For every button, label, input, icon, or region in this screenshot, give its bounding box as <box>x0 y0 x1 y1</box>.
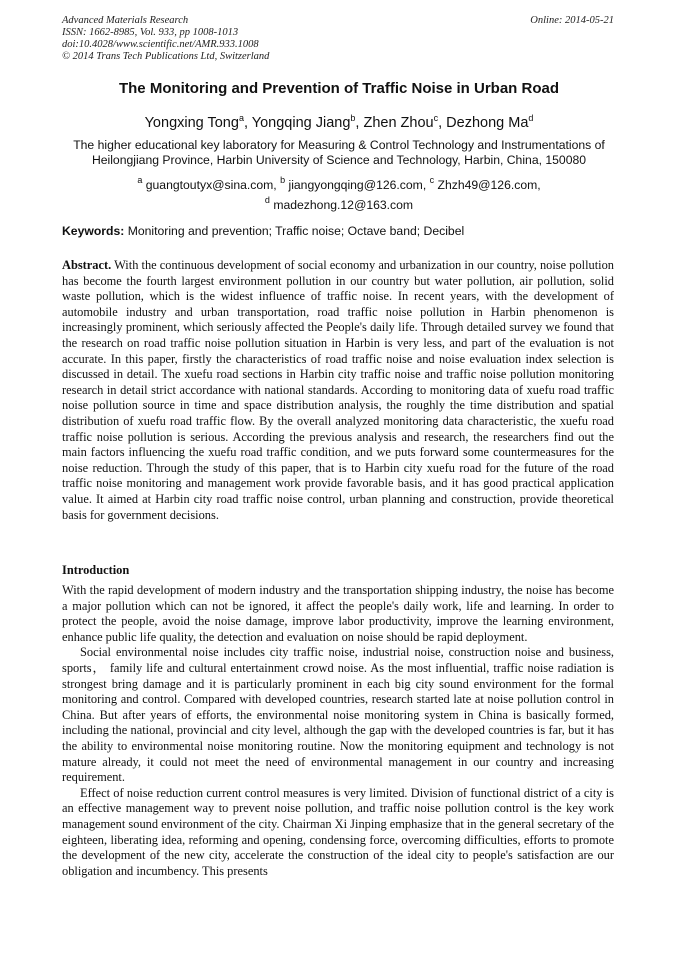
journal-header <box>62 15 614 63</box>
section-heading: Introduction <box>62 563 130 577</box>
online-date: Online: 2014-05-21 <box>530 15 614 26</box>
author-name: Yongqing Jiang <box>251 115 351 131</box>
abstract-label: Abstract. <box>62 258 112 272</box>
email-list <box>40 173 638 213</box>
email-address: guangtoutyx@sina.com, <box>145 178 277 192</box>
email-mark: b <box>280 175 286 185</box>
paragraph: Social environmental noise includes city traffic noise, industrial noise, construction noise and business, sports， family life and cultural entertainment crowd noise. As the most influential, traffic noise radiation is strongest bring damage and it is particularly prominent in each big city sound environment for the formal monitoring and control. Compared with developed countries, research started late at noise pollution control in China. But after years of efforts, the environmental noise monitoring system in China is basically formed, including the national, provincial and city level, although the gap with the developed countries is far, but it has the ability to environmental noise monitoring routine. Now the monitoring equipment and technology is not mature already, it could not meet the need of environmental management in our country and increasing requirement. <box>62 645 614 785</box>
email-mark: d <box>264 195 270 205</box>
author-name: Yongxing Tong <box>144 115 239 131</box>
copyright-line: © 2014 Trans Tech Publications Ltd, Switzerland <box>62 51 270 62</box>
doi-line: doi:10.4028/www.scientific.net/AMR.933.1008 <box>62 39 259 50</box>
author-name: Zhen Zhou <box>363 115 434 131</box>
author-mark: b <box>350 113 356 123</box>
affiliation: The higher educational key laboratory for Measuring & Control Technology and Instrumentations of Heilongjiang Province, Harbin University of Science and Technology, Harbin, China, 150080 <box>73 138 605 167</box>
email-mark: a <box>137 175 143 185</box>
email-address: Zhzh49@126.com, <box>437 178 541 192</box>
paragraph: With the rapid development of modern industry and the transportation shipping industry, the noise has become a major pollution which can not be ignored, it affect the people's daily work, life and learning. In order to protect the people, avoid the noise damage, improve labor productivity, improve the learning environment, enhance public life quality, the detection and evaluation on noise should be rapid deployment. <box>62 583 614 644</box>
abstract <box>62 258 614 523</box>
author-mark: c <box>433 113 439 123</box>
keywords <box>62 224 614 238</box>
author-name: Dezhong Ma <box>446 115 529 131</box>
email-address: madezhong.12@163.com <box>273 198 414 212</box>
abstract-text: With the continuous development of social economy and urbanization in our country, noise pollution has become the fourth largest environment pollution in our country but water pollution, air pollution, solid waste pollution, which is the widest influence of traffic noise. In recent years, with the development of automobile industry and urban transportation, road traffic noise pollution in Harbin phenomenon is increasingly prominent, which seriously affected the People's daily life. Through detailed survey we found that the research on road traffic noise pollution situation in Harbin is very less, and part of the evaluation is not accurate. In this paper, firstly the characteristics of road traffic noise and noise evaluation index selection is discussed in detail. The xuefu road sections in Harbin city traffic noise and traffic noise pollution monitoring research in detail strict accordance with national standards. According to monitoring data of xuefu road traffic noise pollution source in time and space distribution analysis, the roughly the time distribution and spatial distribution of xuefu road traffic flow. By the overall analyzed monitoring data characteristic, the xuefu road traffic noise pollution is serious. According the previous analysis and research, the researchers find out the main factors influencing the xuefu road traffic condition, and we puts forward some countermeasures for the noise reduction. Through the study of this paper, that is to Harbin city xuefu road for the future of the road traffic noise monitoring and management work provide favorable basis, and it has good practical application value. It aimed at Harbin city road traffic noise control, urban planning and construction, provide theoretical basis for government decisions. <box>62 258 614 522</box>
author-list: Yongxing Tong$^a$, Yongqing Jiang$^b$, Zhen Zhou$^c$, Dezhong Ma$^d$ <box>144 113 534 131</box>
email-mark: c <box>429 175 435 185</box>
keywords-text: Monitoring and prevention; Traffic noise; Octave band; Decibel <box>127 224 465 238</box>
author-mark: a <box>238 113 244 123</box>
paper-title: The Monitoring and Prevention of Traffic Noise in Urban Road <box>118 80 560 97</box>
journal-name: Advanced Materials Research <box>62 15 189 26</box>
introduction-body <box>62 583 614 879</box>
author-mark: d <box>528 113 534 123</box>
keywords-label: Keywords: <box>62 224 125 238</box>
email-address: jiangyongqing@126.com, <box>288 178 427 192</box>
paragraph: Effect of noise reduction current control measures is very limited. Division of functional district of a city is an effective management way to prevent noise pollution, and traffic noise pollution control is the key work management sound environment of the city. Chairman Xi Jinping emphasize that in the general secretary of the eighteen, liberating idea, reforming and opening, condensing force, overcoming difficulties, efforts to promote the development of the new city, accelerate the construction of the ideal city to people's satisfaction are our obligation and incumbency. This presents <box>62 785 614 878</box>
issn-line: ISSN: 1662-8985, Vol. 933, pp 1008-1013 <box>62 27 239 38</box>
